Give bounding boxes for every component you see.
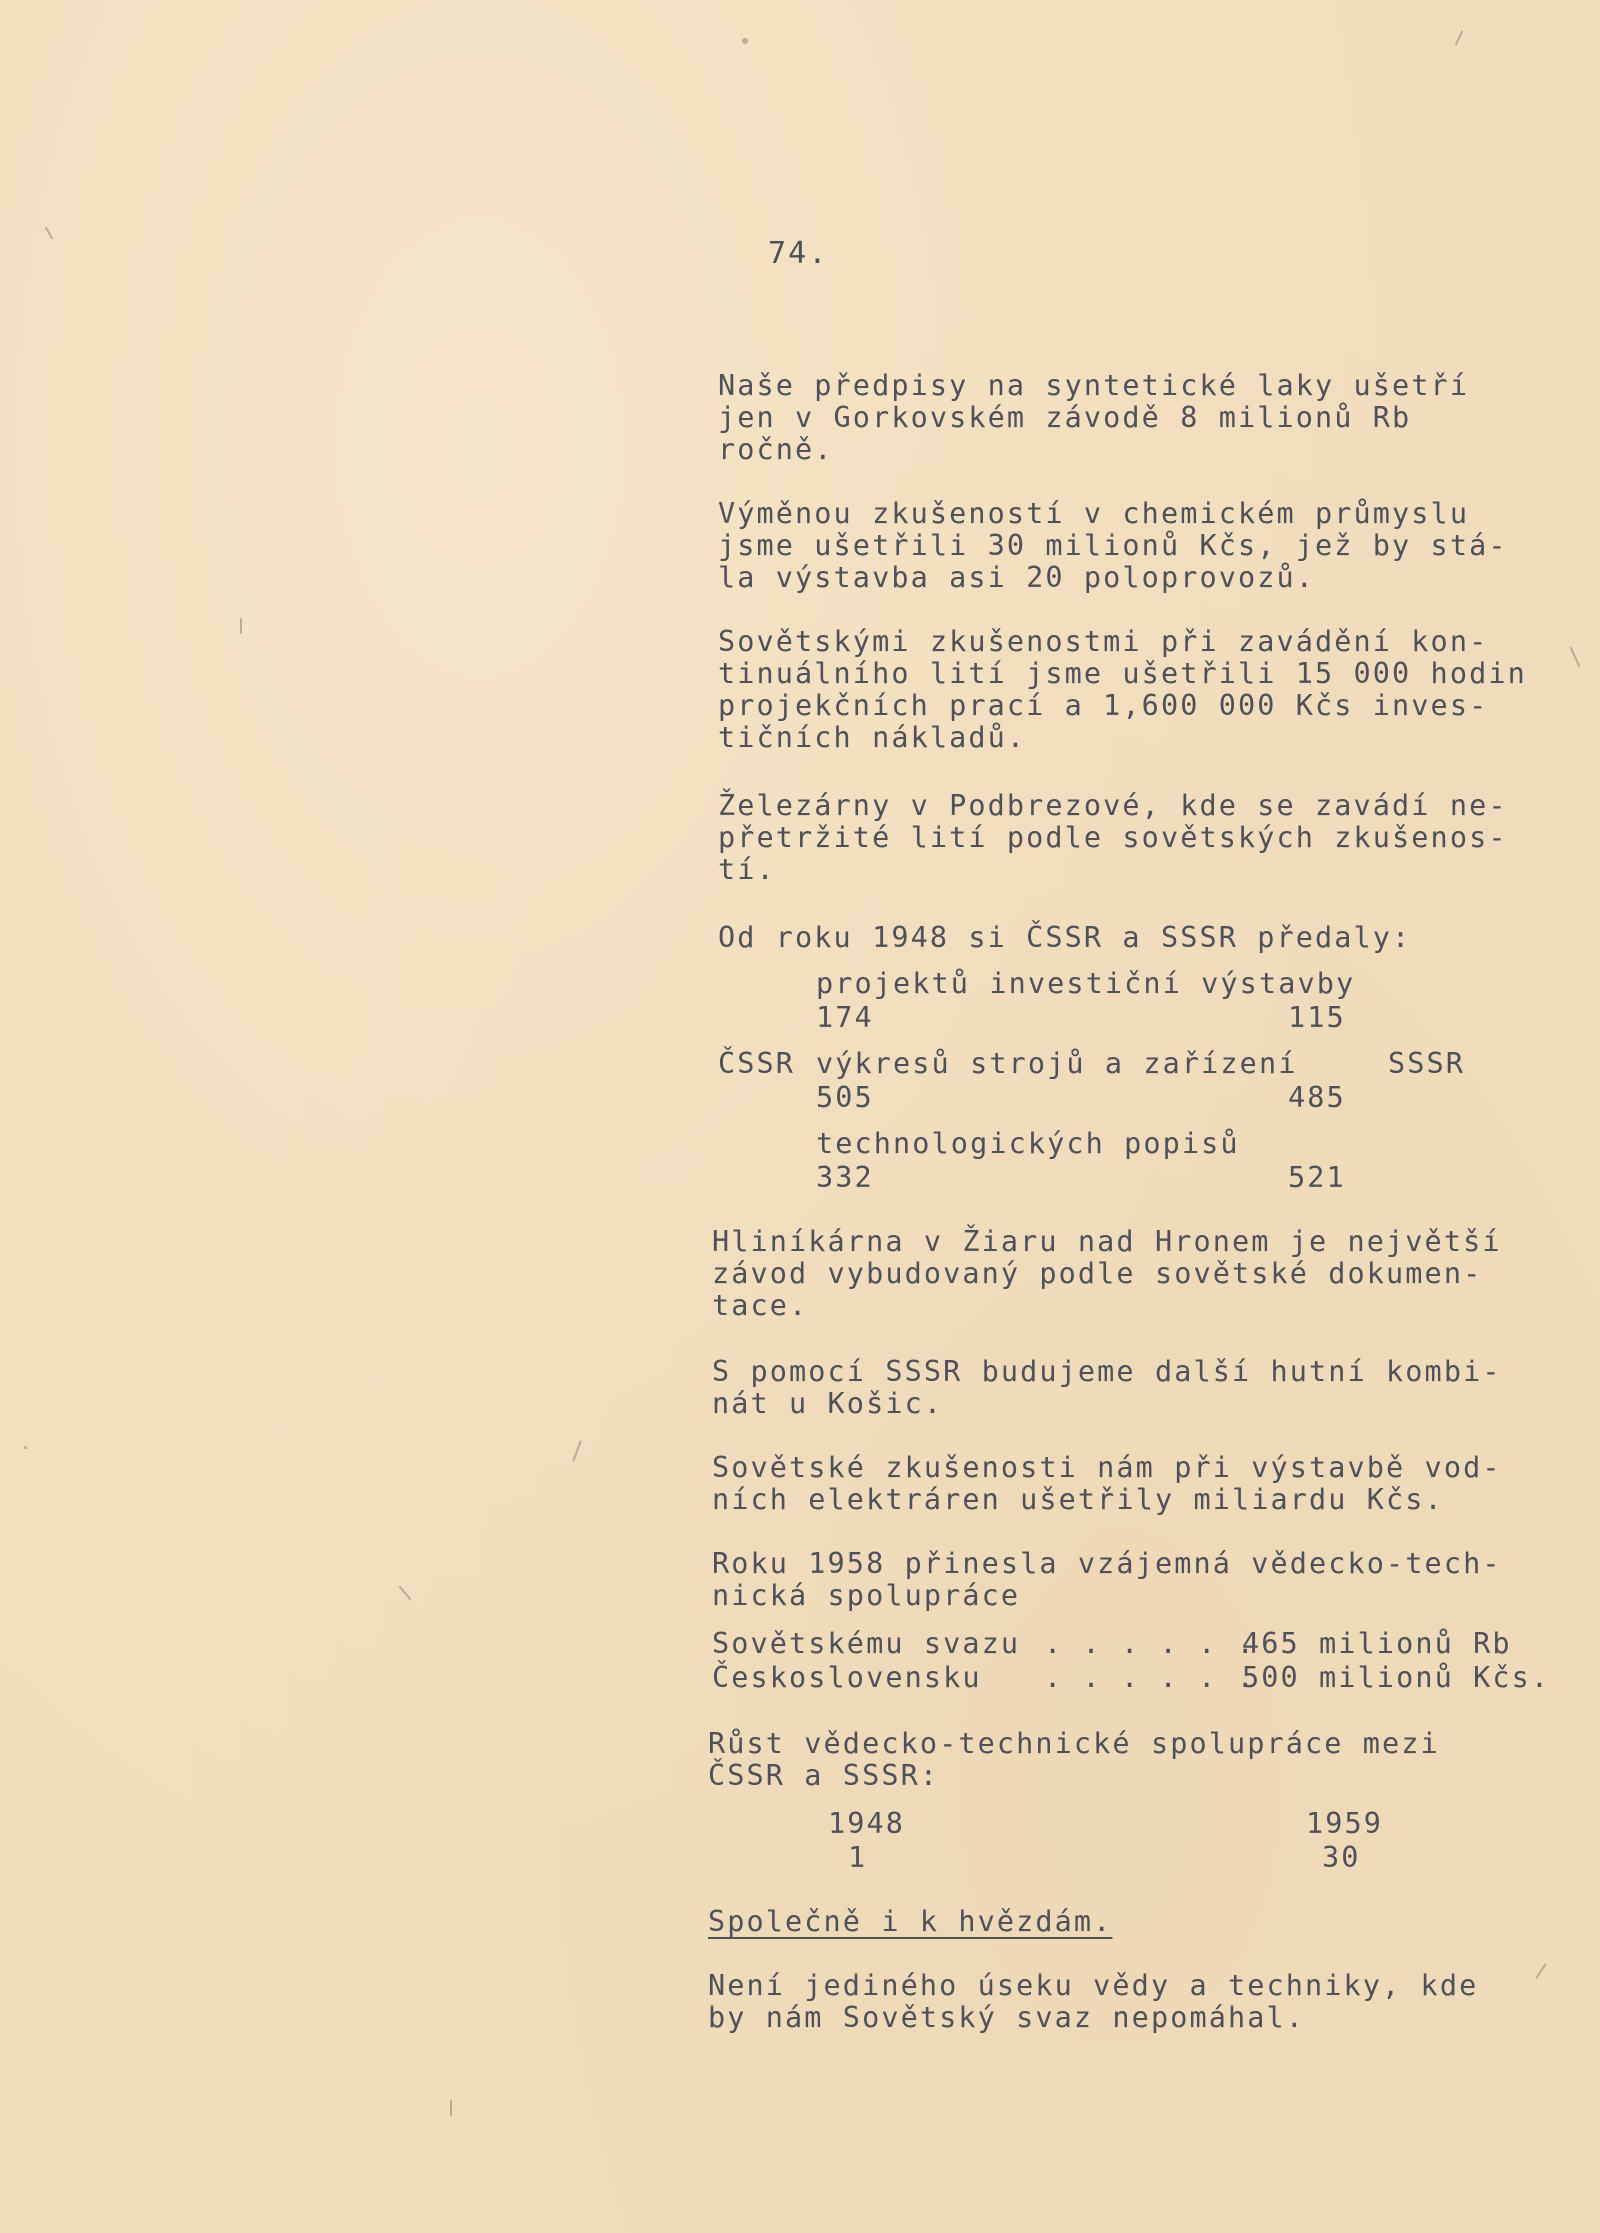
paragraph-line: tace.	[712, 1289, 809, 1322]
paper-speck	[240, 618, 242, 634]
paragraph-line: ročně.	[718, 433, 834, 466]
paragraph-line: nát u Košic.	[712, 1387, 944, 1420]
paragraph-line: Od roku 1948 si ČSSR a SSSR předaly:	[718, 921, 1412, 954]
exchange-cssr-value: 332	[816, 1161, 874, 1194]
paragraph-line: la výstavba asi 20 poloprovozů.	[718, 561, 1316, 594]
exchange-right-label: SSSR	[1388, 1047, 1466, 1080]
paper-speck	[1455, 30, 1464, 45]
growth-year-start: 1948	[828, 1807, 906, 1840]
exchange-cssr-value: 505	[816, 1081, 874, 1114]
paper-speck	[1535, 1963, 1547, 1979]
exchange-sssr-value: 485	[1288, 1081, 1346, 1114]
paragraph-line: jsme ušetřili 30 milionů Kčs, jež by stá-	[718, 529, 1508, 562]
exchange-row-label: technologických popisů	[816, 1127, 1240, 1160]
paragraph-line: závod vybudovaný podle sovětské dokumen-	[712, 1257, 1483, 1290]
paper-speck	[1569, 647, 1580, 668]
benefit-leader-dots: . . . . . .	[1044, 1627, 1256, 1660]
paragraph-line: Sovětské zkušenosti nám při výstavbě vod-	[712, 1451, 1502, 1484]
page-number: 74.	[768, 236, 829, 271]
benefit-value: 465 milionů Rb	[1242, 1627, 1512, 1660]
benefit-value: 500 milionů Kčs.	[1242, 1661, 1551, 1694]
paragraph-line: by nám Sovětský svaz nepomáhal.	[708, 2001, 1306, 2034]
paragraph-line: Naše předpisy na syntetické laky ušetří	[718, 369, 1470, 402]
exchange-left-label: ČSSR	[718, 1047, 796, 1080]
paragraph-line: Železárny v Podbrezové, kde se zavádí ne-	[718, 789, 1508, 822]
growth-year-end: 1959	[1306, 1807, 1384, 1840]
exchange-sssr-value: 521	[1288, 1161, 1346, 1194]
paragraph-line: tičních nákladů.	[718, 721, 1027, 754]
benefit-label: Československu	[712, 1661, 982, 1694]
exchange-row-label: výkresů strojů a zařízení	[816, 1047, 1298, 1080]
growth-value-start: 1	[848, 1841, 868, 1874]
paper-speck	[450, 2100, 452, 2116]
exchange-sssr-value: 115	[1288, 1001, 1346, 1034]
paragraph-line: Roku 1958 přinesla vzájemná vědecko-tech-	[712, 1547, 1502, 1580]
paragraph-line: ních elektráren ušetřily miliardu Kčs.	[712, 1483, 1444, 1516]
paper-speck	[24, 1446, 27, 1449]
paragraph-line: projekčních prací a 1,600 000 Kčs inves-	[718, 689, 1489, 722]
benefit-leader-dots: . . . . . .	[1044, 1661, 1256, 1694]
benefit-label: Sovětskému svazu	[712, 1627, 1021, 1660]
paragraph-line: Sovětskými zkušenostmi při zavádění kon-	[718, 625, 1489, 658]
paper-speck	[398, 1585, 411, 1600]
exchange-row-label: projektů investiční výstavby	[816, 967, 1356, 1000]
exchange-cssr-value: 174	[816, 1001, 874, 1034]
paragraph-line: Hliníkárna v Žiaru nad Hronem je největší	[712, 1225, 1502, 1258]
paper-speck	[572, 1440, 581, 1461]
section-heading: Společně i k hvězdám.	[708, 1905, 1113, 1938]
paragraph-line: Výměnou zkušeností v chemickém průmyslu	[718, 497, 1470, 530]
paragraph-line: Není jediného úseku vědy a techniky, kde	[708, 1969, 1479, 2002]
paper-speck	[742, 38, 748, 44]
paragraph-line: S pomocí SSSR budujeme další hutní kombi-	[712, 1355, 1502, 1388]
paragraph-line: nická spolupráce	[712, 1579, 1021, 1612]
paragraph-line: Růst vědecko-technické spolupráce mezi	[708, 1727, 1440, 1760]
paper-speck	[45, 226, 54, 239]
paragraph-line: tinuálního lití jsme ušetřili 15 000 hodin	[718, 657, 1527, 690]
growth-value-end: 30	[1322, 1841, 1361, 1874]
paragraph-line: tí.	[718, 853, 776, 886]
paragraph-line: ČSSR a SSSR:	[708, 1759, 940, 1792]
paragraph-line: jen v Gorkovském závodě 8 milionů Rb	[718, 401, 1412, 434]
paragraph-line: přetržité lití podle sovětských zkušenos-	[718, 821, 1508, 854]
